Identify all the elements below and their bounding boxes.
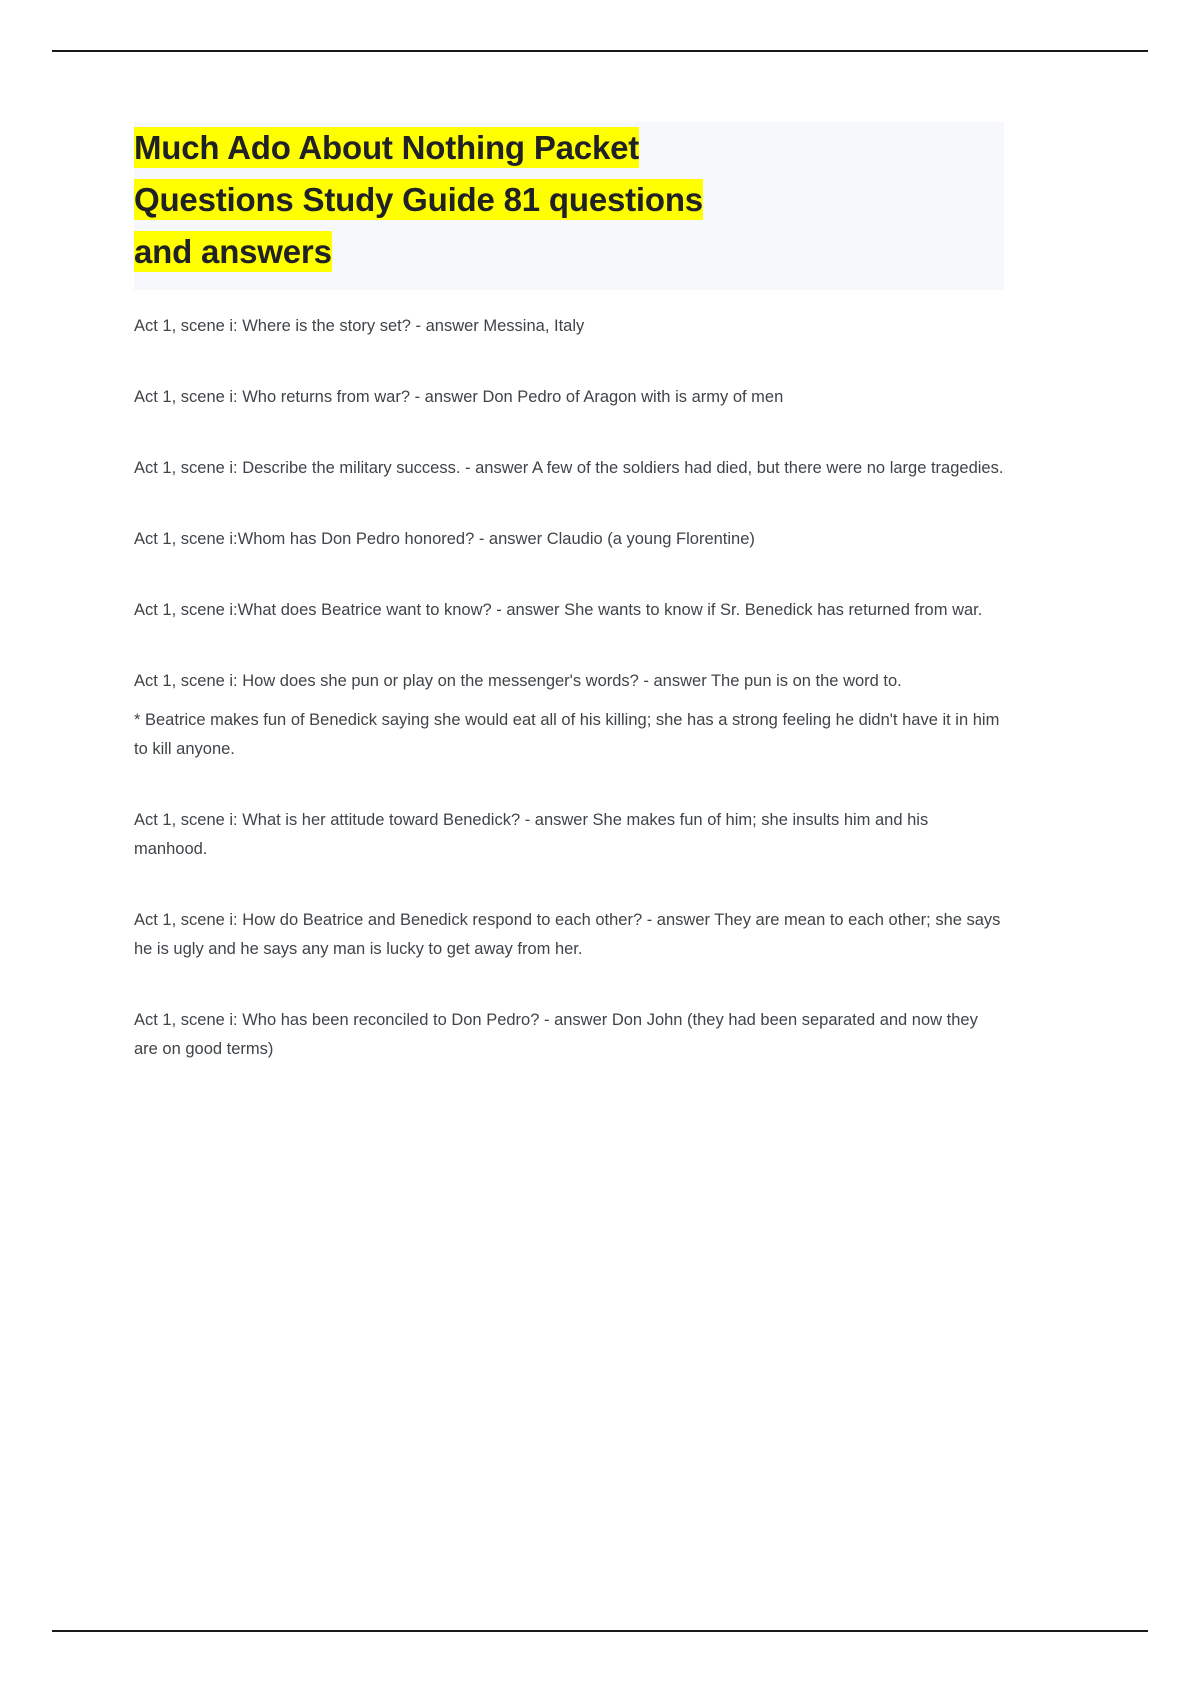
qa-entry-note: * Beatrice makes fun of Benedick saying she would eat all of his killing; she has a strong feeling he didn't have it in him to kill anyone. [134,711,1000,758]
page-bottom-divider [52,1630,1148,1632]
document-content [134,122,1014,1106]
title-line-1: Much Ado About Nothing Packet [134,129,640,166]
qa-entry: Act 1, scene i: Describe the military success. - answer A few of the soldiers had died, but there were no large tragedies. [134,459,1004,477]
page-top-divider [52,50,1148,52]
qa-entry: Act 1, scene i: How do Beatrice and Benedick respond to each other? - answer They are mean to each other; she says he is ugly and he says any man is lucky to get away from her. [134,911,1001,958]
qa-entry: Act 1, scene i: What is her attitude toward Benedick? - answer She makes fun of him; she insults him and his manhood. [134,811,929,858]
document-title [134,122,1004,278]
qa-entry: Act 1, scene i:Whom has Don Pedro honored? - answer Claudio (a young Florentine) [134,530,755,548]
page-title [134,122,1004,290]
title-line-2: Questions Study Guide 81 questions [134,181,703,218]
qa-entry: Act 1, scene i: How does she pun or play on the messenger's words? - answer The pun is on the word to. [134,672,902,690]
qa-entry: Act 1, scene i: Where is the story set? - answer Messina, Italy [134,317,585,335]
qa-entry: Act 1, scene i:What does Beatrice want to know? - answer She wants to know if Sr. Benedick has returned from war. [134,601,983,619]
qa-entry: Act 1, scene i: Who has been reconciled to Don Pedro? - answer Don John (they had been separated and now they are on good terms) [134,1011,978,1058]
qa-entry: Act 1, scene i: Who returns from war? - answer Don Pedro of Aragon with is army of men [134,388,784,406]
title-line-3: and answers [134,233,332,270]
